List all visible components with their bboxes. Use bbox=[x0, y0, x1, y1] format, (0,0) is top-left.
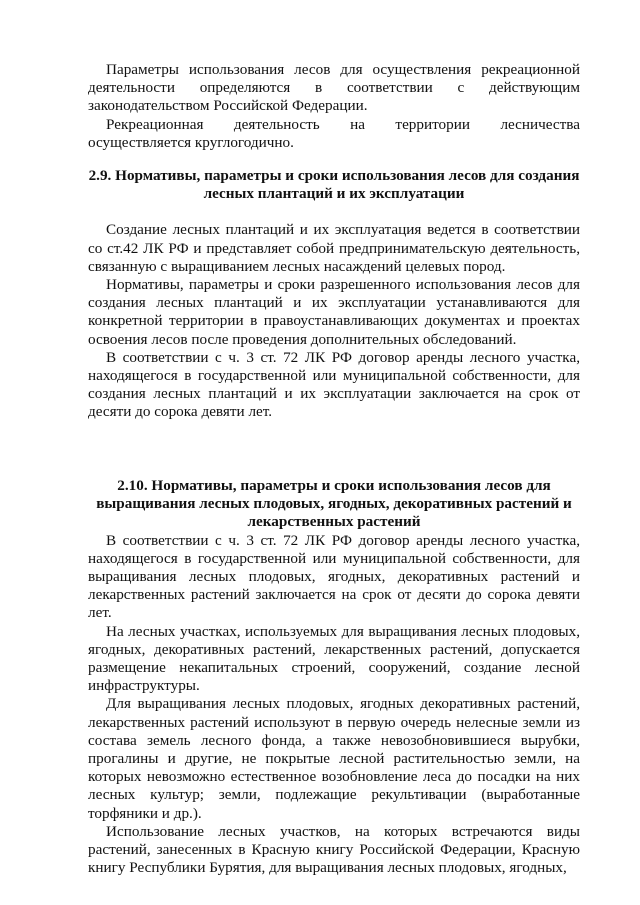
intro-paragraph-1: Параметры использования лесов для осуществления рекреационной деятельности определяются в соответствии с действующим законодательством Российской Федерации. bbox=[88, 61, 580, 115]
intro-paragraph-2: Рекреационная деятельность на территории лесничества осуществляется круглогодично. bbox=[88, 115, 580, 151]
section-2-10-paragraph-2: На лесных участках, используемых для выращивания лесных плодовых, ягодных, декоративных растений, лекарственных растений, допускается размещение некапитальных строений, сооружений, создание лесной инфраструктуры. bbox=[88, 622, 580, 695]
section-2-9 bbox=[88, 167, 580, 422]
section-2-9-heading: 2.9. Нормативы, параметры и сроки использования лесов для создания лесных плантаций и их эксплуатации bbox=[88, 167, 580, 203]
section-2-10 bbox=[88, 477, 580, 877]
intro-block bbox=[88, 61, 580, 152]
section-2-9-paragraph-1: Создание лесных плантаций и их эксплуатация ведется в соответствии со ст.42 ЛК РФ и представляет собой предпринимательскую деятельность, связанную с выращиванием лесных насаждений целевых пород. bbox=[88, 221, 580, 275]
section-2-9-paragraph-2: Нормативы, параметры и сроки разрешенного использования лесов для создания лесных плантаций и их эксплуатации устанавливаются для конкретной территории в правоустанавливающих документах и проектах освоения лесов после проведения дополнительных обследований. bbox=[88, 276, 580, 348]
section-2-10-paragraph-1: В соответствии с ч. 3 ст. 72 ЛК РФ договор аренды лесного участка, находящегося в государственной или муниципальной собственности, для выращивания лесных плодовых, ягодных, декоративных растений и лекарственных растений заключается на срок от десяти до сорока девяти лет. bbox=[88, 531, 580, 622]
section-2-10-heading: 2.10. Нормативы, параметры и сроки использования лесов для выращивания лесных плодовых, ягодных, декоративных растений и лекарственных растений bbox=[96, 477, 572, 531]
section-2-9-paragraph-3: В соответствии с ч. 3 ст. 72 ЛК РФ договор аренды лесного участка, находящегося в государственной или муниципальной собственности, для создания лесных плантаций и их эксплуатации заключается на срок от десяти до сорока девяти лет. bbox=[88, 348, 580, 421]
section-2-10-paragraph-4: Использование лесных участков, на которых встречаются виды растений, занесенных в Красную книгу Российской Федерации, Красную книгу Республики Бурятия, для выращивания лесных плодовых, ягодных, bbox=[88, 822, 580, 877]
section-2-10-paragraph-3: Для выращивания лесных плодовых, ягодных декоративных растений, лекарственных растений используют в первую очередь нелесные земли из состава земель лесного фонда, а также невозобновившиеся вырубки, прогалины и другие, не покрытые лесной растительностью земли, на которых невозможно естественное возобновление леса до посадки на них лесных культур; земли, подлежащие рекультивации (выработанные торфяники и др.). bbox=[88, 695, 580, 822]
